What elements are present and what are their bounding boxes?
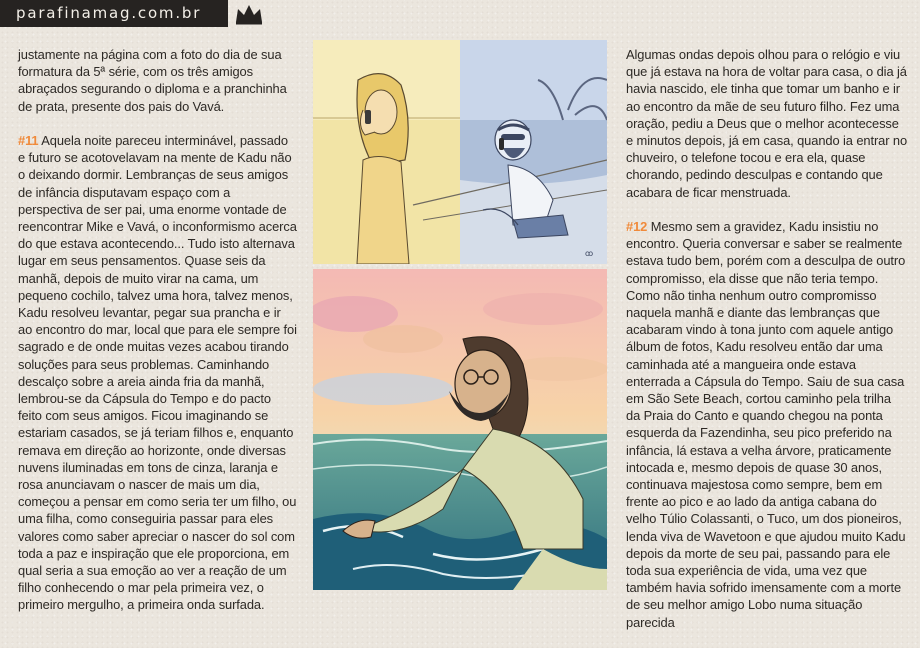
right-column [626,46,908,648]
section-11-paragraph [18,132,298,614]
svg-text:ꝏ: ꝏ [585,249,594,258]
site-url[interactable]: parafinamag.com.br [16,4,202,22]
section-12-text: Mesmo sem a gravidez, Kadu insistiu no encontro. Queria conversar e saber se realmente estava tudo bem, porém com a desculpa de outro compromisso, ela disse que não teria tempo. Como não tinha nenhum outro compromisso naquela manhã e diante das lembranças que acabaram vindo à tona junto com aquele antigo álbum de fotos, Kadu resolveu então dar uma caminhada até a mangueira onde estava enterrada a Cápsula do Tempo. Saiu de sua casa em São Sete Beach, cortou caminho pela trilha da Praia do Canto e quando chegou na ponta esquerda da Fazendinha, seu pico preferido na infância, lá estava a velha árvore, praticamente intocada e, mesmo depois de quase 30 anos, continuava majestosa como sempre, bem em frente ao pico e ao lado da antiga cabana do velho Túlio Colassanti, o Tuco, um dos pioneiros, lenda viva de Wavetoon e que ajudou muito Kadu depois da morte de seu pai, passando para ele toda sua experiência de vida, uma vez que também havia sofrido imensamente com a morte de seu melhor amigo Lobo numa situação parecida [626,219,906,630]
section-11-text: Aquela noite pareceu interminável, passado e futuro se acotovelavam na mente de Kadu não o deixando dormir. Lembranças de seus amigos de infância disputavam espaço com a perspectiva de ser pai, uma enorme vontade de reencontrar Mike e Vavá, o inconformismo acerca do que estava acontecendo... Tudo isto alternava lugar em seus pensamentos. Quase seis da manhã, depois de muito virar na cama, um pequeno cochilo, talvez uma hora, talvez menos, Kadu resolveu levantar, pegar sua prancha e ir ao encontro do mar, local que para ele sempre foi sagrado e de onde muitas vezes acabou tirando soluções para seus problemas. Caminhando descalço sobre a areia ainda fria da manhã, lembrou-se da Cápsula do Tempo e do pacto feito com seus amigos. Ficou imaginando se estariam casados, se já teriam filhos e, enquanto remava em direção ao horizonte, onde diversas nuvens iluminadas em tons de cinza, laranja e rosa anunciavam o nascer de mais um dia, começou a pensar em como seria ter um filho, ou uma filha, como conseguiria passar para eles valores como saber apreciar o nascer do sol com toda a paz e inspiração que ele proporciona, em qual seria a sua emoção ao ver a reação de um filho conhecendo o mar pela primeira vez, o primeiro mergulho, a primeira onda surfada. [18,133,297,613]
right-intro-paragraph: Algumas ondas depois olhou para o relógio e viu que já estava na hora de voltar para casa, o dia já havia nascido, ele tinha que tomar um banho e ir ao encontro da mãe de seu futuro filho. Fez uma oração, pediu a Deus que o melhor acontecesse e minutos depois, já em casa, quando ia entrar no chuveiro, o telefone tocou e era ela, quase chorando, pedindo desculpas e contando que acabara de ficar menstruada. [626,47,908,200]
left-intro-paragraph: justamente na página com a foto do dia de sua formatura da 5ª série, com os três amigos abraçados segurando o diploma e a pranchinha de prata, presente dos pais do Vavá. [18,47,287,114]
left-column [18,46,298,631]
header-bar [0,0,228,27]
crown-icon [234,3,264,25]
phone-call-illustration [313,40,607,264]
section-12-paragraph [626,218,908,631]
section-11-number: #11 [18,133,39,148]
surfer-paddling-illustration [313,269,607,590]
section-12-number: #12 [626,219,648,235]
